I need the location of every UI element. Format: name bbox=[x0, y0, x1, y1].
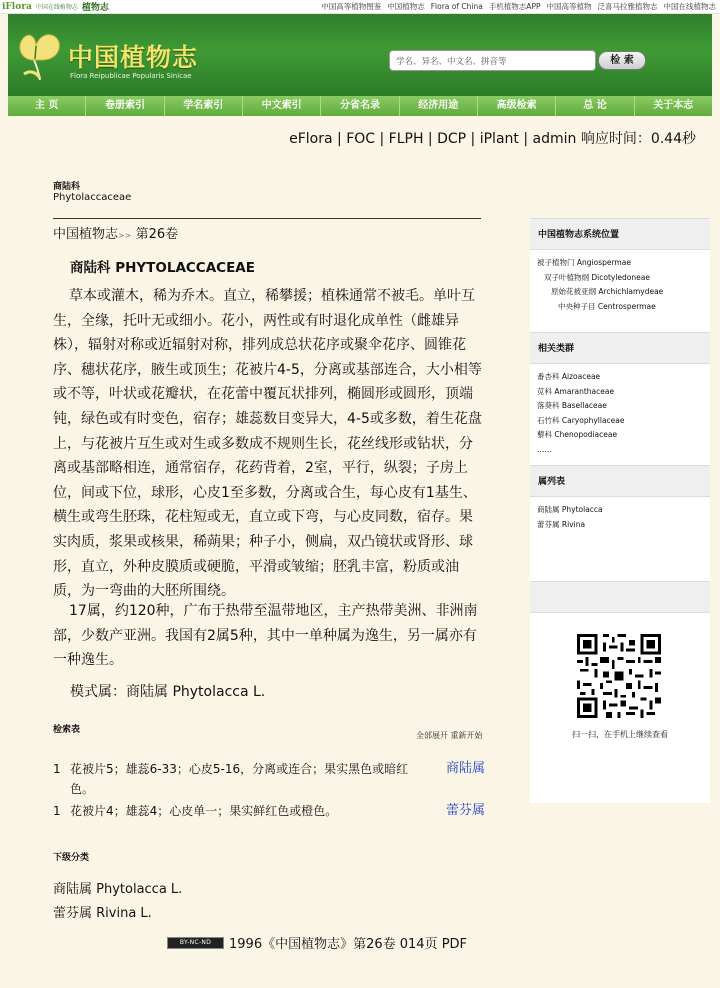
top-link-app[interactable]: 手机植物志APP bbox=[488, 2, 541, 11]
site-title[interactable]: 中国植物志 bbox=[68, 43, 199, 72]
taxon-title: 商陆科 PHYTOLACCACEAE bbox=[70, 260, 255, 276]
search-input[interactable]: 学名、异名、中文名、拼音等 bbox=[389, 50, 596, 71]
related-line[interactable]: 藜科 Chenopodiaceae bbox=[537, 430, 618, 440]
breadcrumb-volume[interactable]: 第26卷 bbox=[135, 227, 179, 242]
taxon-description: 草本或灌木，稀为乔木。直立，稀攀援；植株通常不被毛。单叶互生，全缘，托叶无或细小。花小，两性或有时退化成单性（雌雄异株），辐射对称或近辐射对称，排列成总状花序或聚伞花序、圆锥花序、穗状花序，腋生或顶生；花被片4-5，分离或基部连合，大小相等或不等，叶状或花瓣状，在花蕾中覆瓦状排列，椭圆形或圆形，顶端钝，绿色或有时变色，宿存；雄蕊数目变异大，4-5或多数，着生花盘上，与花被片互生或对生或多数成不规则生长，花丝线形或钻状，分离或基部略相连，通常宿存，花药背着，2室，平行，纵裂；子房上位，间或下位，球形，心皮1至多数，分离或合生，每心皮有1基生、横生或弯生胚珠，花柱短或无，直立或下弯，与心皮同数，宿存。果实肉质，浆果或核果，稀蒴果；种子小，侧扁，双凸镜状或肾形、球形，直立，外种皮膜质或硬脆，平滑或皱缩；胚乳丰富，粉质或油质，为一弯曲的大胚所围绕。 bbox=[53, 288, 482, 600]
main-nav bbox=[8, 96, 712, 116]
nav-economic-use[interactable]: 经济用途 bbox=[400, 96, 478, 116]
related-line[interactable]: 石竹科 Caryophyllaceae bbox=[537, 415, 625, 425]
sidebar-related-heading: 相关类群 bbox=[530, 332, 710, 364]
footer bbox=[167, 933, 467, 952]
system-line[interactable]: 被子植物门 Angiospermae bbox=[537, 258, 631, 267]
top-link-online[interactable]: 中国在线植物志 bbox=[663, 2, 716, 11]
related-line[interactable]: 落葵科 Basellaceae bbox=[537, 401, 607, 411]
key-heading: 检索表 bbox=[53, 725, 81, 735]
key-row-genus-link[interactable]: 商陆属 bbox=[445, 761, 485, 776]
top-logo[interactable] bbox=[2, 0, 109, 13]
top-link-higher-plants[interactable]: 中国高等植物 bbox=[546, 2, 592, 11]
taxon-distribution: 17属，约120种，广布于热带至温带地区，主产热带美洲、非洲南部，少数产亚洲。我国有2属5种，其中一单种属为逸生，另一属亦有一种逸生。 bbox=[53, 603, 478, 669]
breadcrumb bbox=[53, 223, 178, 242]
breadcrumb-separator: >> bbox=[118, 231, 132, 240]
qr-box bbox=[530, 613, 710, 803]
top-link-frps[interactable]: 中国植物志 bbox=[387, 2, 425, 11]
key-row-genus-link[interactable]: 蕾芬属 bbox=[445, 803, 485, 818]
top-link-illustrated[interactable]: 中国高等植物图鉴 bbox=[321, 2, 382, 11]
top-link-himalaya[interactable]: 泛喜马拉雅植物志 bbox=[597, 2, 658, 11]
sidebar-genera-heading: 属列表 bbox=[530, 465, 710, 497]
qr-caption: 扫一扫，在手机上继续查看 bbox=[572, 730, 668, 739]
breadcrumb-book[interactable]: 中国植物志 bbox=[53, 227, 119, 242]
key-row-number: 1 bbox=[53, 804, 61, 818]
system-line[interactable]: 双子叶植物纲 Dicotyledoneae bbox=[544, 272, 650, 282]
genus-line[interactable]: 蕾芬属 Rivina bbox=[537, 519, 586, 529]
system-line[interactable]: 中央种子目 Centrospermae bbox=[558, 301, 656, 311]
nav-general[interactable]: 总 论 bbox=[556, 96, 634, 116]
sidebar-system-body bbox=[530, 250, 710, 332]
nav-latin-index[interactable]: 学名索引 bbox=[165, 96, 243, 116]
iflora-logo: iFlora bbox=[2, 1, 32, 12]
type-genus: 模式属：商陆属 Phytolacca L. bbox=[70, 684, 266, 700]
top-strip bbox=[0, 0, 720, 14]
related-line[interactable]: 苋科 Amaranthaceae bbox=[537, 386, 615, 396]
family-name-cn: 商陆科 bbox=[53, 182, 81, 192]
family-name-latin: Phytolaccaceae bbox=[53, 192, 132, 203]
nav-provincial-list[interactable]: 分省名录 bbox=[321, 96, 399, 116]
key-tools[interactable]: 全部展开 重新开始 bbox=[416, 731, 483, 740]
sidebar bbox=[530, 218, 710, 803]
subordinate-item[interactable]: 蕾芬属 Rivina L. bbox=[53, 906, 152, 921]
nav-advanced-search[interactable]: 高级检索 bbox=[478, 96, 556, 116]
related-line[interactable]: 番杏科 Aizoaceae bbox=[537, 372, 601, 381]
site-links[interactable]: eFlora | FOC | FLPH | DCP | iPlant | admin 响应时间：0.44秒 bbox=[289, 131, 696, 147]
sidebar-genera-body bbox=[530, 497, 710, 581]
genus-line[interactable]: 商陆属 Phytolacca bbox=[537, 505, 603, 514]
site-header bbox=[8, 14, 712, 96]
top-links bbox=[321, 0, 716, 13]
nav-volume-index[interactable]: 卷册索引 bbox=[86, 96, 164, 116]
system-line[interactable]: 原始花被亚纲 Archichlamydeae bbox=[551, 287, 664, 297]
divider bbox=[53, 218, 481, 219]
sidebar-related-body bbox=[530, 364, 710, 465]
subordinate-heading: 下级分类 bbox=[53, 853, 90, 863]
sidebar-spacer bbox=[530, 581, 710, 613]
key-row-number: 1 bbox=[53, 762, 61, 776]
top-link-foc[interactable]: Flora of China bbox=[430, 2, 483, 11]
nav-chinese-index[interactable]: 中文索引 bbox=[243, 96, 321, 116]
nav-home[interactable]: 主 页 bbox=[8, 96, 86, 116]
cc-license-badge[interactable]: BY-NC-ND bbox=[167, 937, 224, 949]
citation[interactable]: 1996《中国植物志》第26卷 014页 PDF bbox=[229, 937, 468, 952]
site-title-latin: Flora Reipublicae Popularis Sinicae bbox=[70, 72, 192, 80]
key-row bbox=[53, 801, 493, 821]
related-line-more: …… bbox=[537, 444, 552, 454]
sidebar-system-heading: 中国植物志系统位置 bbox=[530, 218, 710, 250]
iflora-logo-sub: 中国在线植物志 bbox=[35, 4, 78, 11]
nav-about[interactable]: 关于本志 bbox=[653, 100, 694, 111]
key-row bbox=[53, 759, 493, 799]
search-button[interactable]: 检 索 bbox=[598, 51, 646, 70]
qr-code-icon[interactable] bbox=[577, 634, 661, 718]
key-row-text: 花被片4；雄蕊4；心皮单一；果实鲜红色或橙色。 bbox=[70, 804, 338, 818]
key-row-text: 花被片5；雄蕊6-33；心皮5-16，分离或连合；果实黑色或暗红色。 bbox=[70, 762, 409, 796]
flora-logo-name: 植物志 bbox=[81, 3, 109, 13]
ginkgo-leaf-icon bbox=[14, 30, 66, 84]
subordinate-item[interactable]: 商陆属 Phytolacca L. bbox=[53, 882, 183, 897]
